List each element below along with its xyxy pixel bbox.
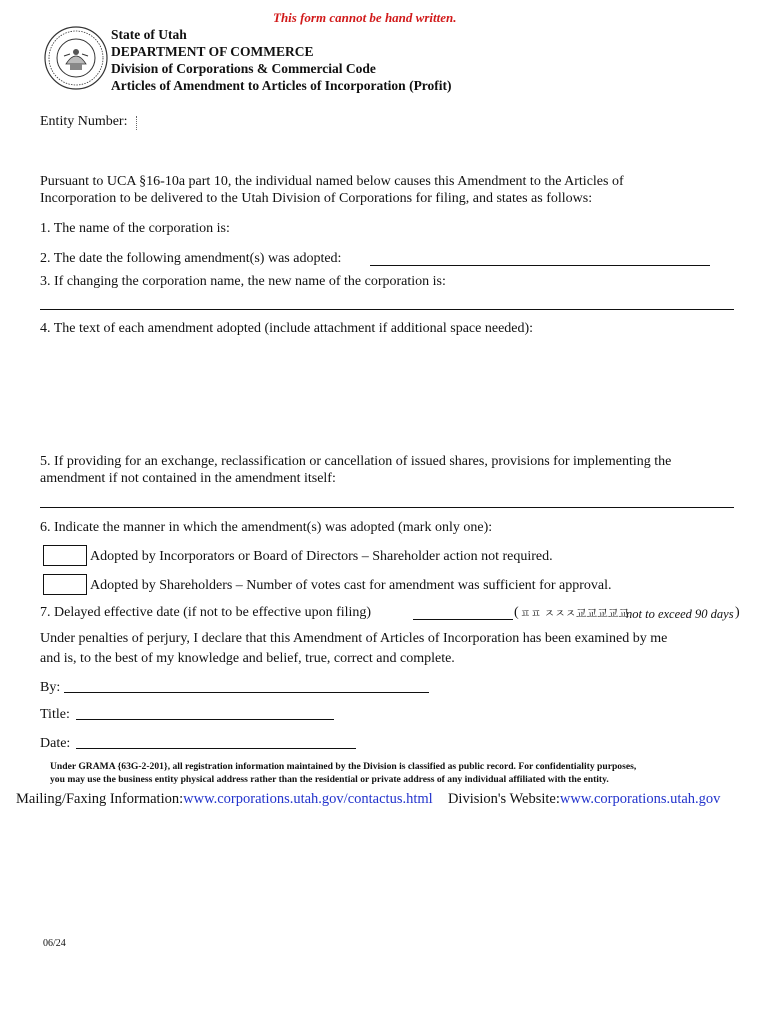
item-3-label: 3. If changing the corporation name, the new name of the corporation is: [40,274,446,289]
state-seal-icon [44,26,108,90]
item-6-label: 6. Indicate the manner in which the amendment(s) was adopted (mark only one): [40,520,493,535]
item-7-close-paren: ) [735,605,740,620]
website-label: Division's Website: [447,791,560,807]
shareholder-adoption-label: Adopted by Shareholders – Number of votes cast for amendment was sufficient for approval. [90,578,612,593]
website-link[interactable]: www.corporations.utah.gov [559,791,721,807]
item-7-open-paren: ( [514,605,519,620]
by-signature-field[interactable] [64,692,429,693]
amendment-text-area[interactable] [40,342,734,442]
corporation-name-field[interactable] [250,220,730,238]
item-7-note: not to exceed 90 days [626,607,734,621]
title-field[interactable] [76,719,334,720]
new-corporation-name-field[interactable] [40,309,734,310]
mailing-link[interactable]: www.corporations.utah.gov/contactus.html [183,791,433,807]
item-2-label: 2. The date the following amendment(s) was adopted: [40,251,342,266]
intro-line-1: Pursuant to UCA §16-10a part 10, the individual named below causes this Amendment to the Articles of [40,174,624,189]
intro-line-2: Incorporation to be delivered to the Utah Division of Corporations for filing, and states as follows: [40,191,593,206]
signature-date-field[interactable] [76,748,356,749]
contact-line [16,790,720,808]
division-name: Division of Corporations & Commercial Code [111,61,376,76]
board-adoption-label: Adopted by Incorporators or Board of Directors – Shareholder action not required. [90,549,553,564]
mailing-label: Mailing/Faxing Information: [16,791,184,807]
by-label: By: [40,680,61,695]
item-7-garbled-text: ㅍㅍ ㅈㅈㅈ교교교교교 [520,608,630,620]
title-label: Title: [40,707,70,722]
grama-notice-line-2: you may use the business entity physical address rather than the residential or private address of any individual affiliated with the entity. [50,774,609,785]
form-title: Articles of Amendment to Articles of Incorporation (Profit) [111,78,452,93]
adoption-date-field[interactable] [370,265,710,266]
delayed-date-field[interactable] [413,619,513,620]
shareholder-adoption-checkbox[interactable] [43,574,87,595]
item-7-label: 7. Delayed effective date (if not to be effective upon filing) [40,605,372,620]
grama-notice-line-1: Under GRAMA {63G-2-201}, all registration information maintained by the Division is classified as public record. For confidentiality purposes, [50,761,637,772]
perjury-line-1: Under penalties of perjury, I declare that this Amendment of Articles of Incorporation has been examined by me [40,631,668,646]
item-1-label: 1. The name of the corporation is: [40,221,230,236]
entity-number-field[interactable] [136,116,141,130]
perjury-line-2: and is, to the best of my knowledge and belief, true, correct and complete. [40,651,455,666]
share-provisions-field[interactable] [40,507,734,508]
date-label: Date: [40,736,71,751]
entity-number-label: Entity Number: [40,114,128,129]
department-name: DEPARTMENT OF COMMERCE [111,44,314,59]
item-5-line-2: amendment if not contained in the amendment itself: [40,471,336,486]
state-name: State of Utah [111,27,187,42]
hand-written-warning: This form cannot be hand written. [273,10,457,25]
item-5-line-1: 5. If providing for an exchange, reclassification or cancellation of issued shares, provisions for implementing the [40,454,672,469]
item-4-label: 4. The text of each amendment adopted (include attachment if additional space needed): [40,321,534,336]
form-version: 06/24 [43,938,66,949]
board-adoption-checkbox[interactable] [43,545,87,566]
